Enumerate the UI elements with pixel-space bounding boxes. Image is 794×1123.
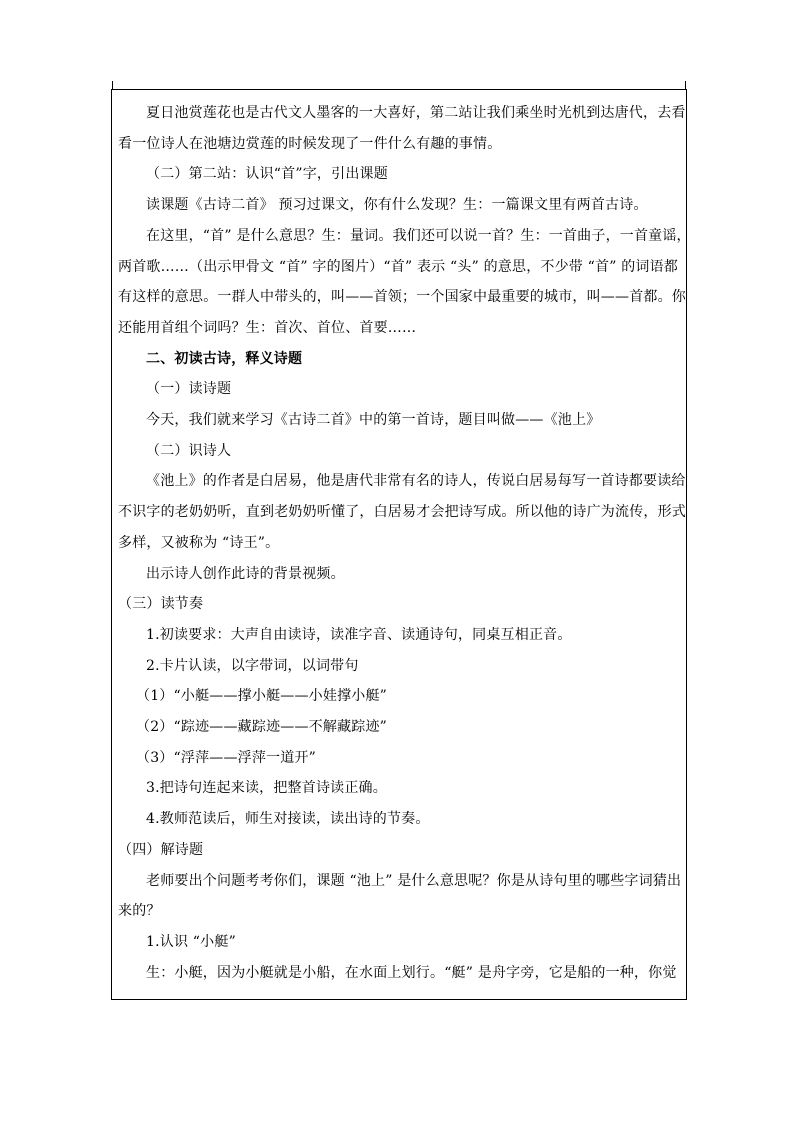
paragraph: 看一位诗人在池塘边赏莲的时候发现了一件什么有趣的事情。 — [118, 135, 502, 152]
paragraph: 夏日池赏莲花也是古代文人墨客的一大喜好，第二站让我们乘坐时光机到达唐代，去看 — [146, 105, 686, 121]
paragraph: 1.初读要求：大声自由读诗，读准字音、读通诗句，同桌互相正音。 — [146, 626, 572, 643]
paragraph: 老师要出个问题考考你们，课题 “池上” 是什么意思呢？你是从诗句里的哪些字词猜出 — [146, 872, 682, 889]
paragraph: 1.认识 “小艇” — [146, 933, 236, 950]
paragraph: 二、初读古诗，释义诗题 — [146, 350, 303, 367]
paragraph: 还能用首组个词吗？生：首次、首位、首要…… — [118, 319, 417, 336]
paragraph: （1）“小艇——撑小艇——小娃撑小艇” — [136, 688, 388, 705]
paragraph: 今天，我们就来学习《古诗二首》中的第一首诗，题目叫做——《池上》 — [146, 412, 601, 429]
paragraph: （一）读诗题 — [146, 381, 232, 398]
paragraph: （2）“踪迹——藏踪迹——不解藏踪迹” — [136, 719, 388, 736]
paragraph: 3.把诗句连起来读，把整首诗读正确。 — [146, 780, 387, 797]
paragraph: 生：小艇，因为小艇就是小船，在水面上划行。“艇” 是舟字旁，它是船的一种，你觉 — [146, 964, 677, 981]
paragraph: 来的？ — [118, 903, 161, 920]
paragraph: （三）读节奏 — [118, 596, 204, 613]
paragraph: （二）识诗人 — [146, 442, 232, 459]
paragraph: 4.教师范读后，师生对接读，读出诗的节奏。 — [146, 811, 430, 828]
paragraph: （3）“浮萍——浮萍一道开” — [136, 749, 317, 766]
paragraph: 2.卡片认读，以字带词，以词带句 — [146, 657, 359, 674]
paragraph: 多样，又被称为 “诗王”。 — [118, 534, 280, 551]
paragraph: 有这样的意思。一群人中带头的，叫——首领；一个国家中最重要的城市，叫——首都。你 — [118, 289, 686, 306]
paragraph: 两首歌……（出示甲骨文 “首” 字的图片）“首” 表示 “头” 的意思，不少带 “首” 的词语都 — [118, 258, 679, 275]
paragraph: 不识字的老奶奶听，直到老奶奶听懂了，白居易才会把诗写成。所以他的诗广为流传，形式 — [118, 504, 686, 521]
paragraph: （二）第二站：认识“首”字，引出课题 — [146, 166, 388, 183]
paragraph: 出示诗人创作此诗的背景视频。 — [146, 565, 345, 582]
paragraph: 读课题《古诗二首》 预习过课文，你有什么发现？生：一篇课文里有两首古诗。 — [146, 197, 648, 214]
paragraph: 《池上》的作者是白居易，他是唐代非常有名的诗人，传说白居易每写一首诗都要读给 — [146, 473, 686, 490]
paragraph: （四）解诗题 — [118, 841, 204, 858]
table-frame — [111, 89, 691, 1000]
paragraph: 在这里，“首” 是什么意思？生：量词。我们还可以说一首？生：一首曲子，一首童谣， — [146, 227, 691, 244]
lesson-content-cell — [112, 90, 691, 999]
